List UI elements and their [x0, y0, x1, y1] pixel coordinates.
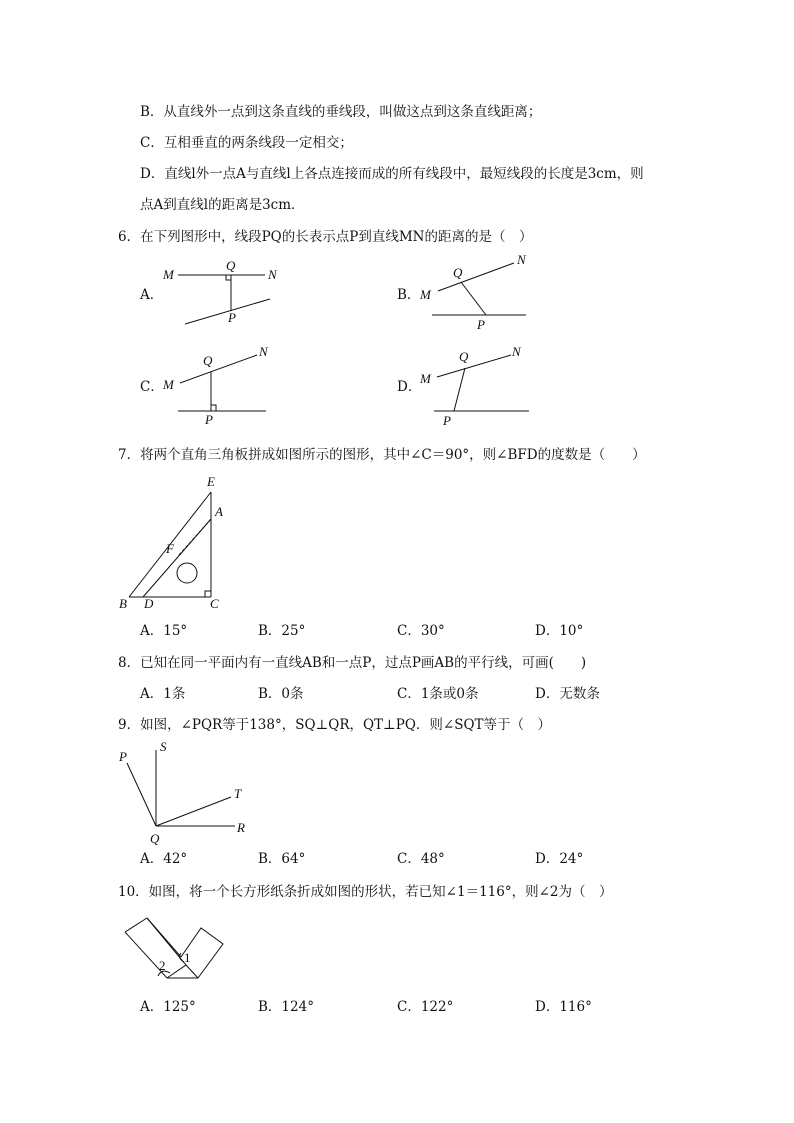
q6d-label-p: P	[443, 413, 451, 428]
q9-option-b: B．64°	[258, 851, 306, 867]
q10-angle-2-label: 2	[159, 958, 166, 973]
q6c-label-m: M	[163, 377, 174, 392]
q9-label-t: T	[234, 786, 242, 801]
q6b-label-p: P	[477, 317, 485, 332]
q7-option-a: A．15°	[140, 623, 188, 639]
q5-option-b: B．从直线外一点到这条直线的垂线段，叫做这点到这条直线距离；	[140, 104, 542, 120]
q8-option-a: A．1条	[140, 686, 186, 702]
q6d-label-m: M	[420, 371, 431, 386]
q6b-label-m: M	[420, 287, 431, 302]
q9-label-r: R	[237, 820, 245, 835]
q7-option-d: D．10°	[535, 623, 584, 639]
q6a-label-p: P	[228, 310, 236, 325]
q10-option-c: C．122°	[397, 999, 454, 1015]
q10-option-b: B．124°	[258, 999, 314, 1015]
q6a-label-m: M	[163, 267, 174, 282]
q9-option-a: A．42°	[140, 851, 188, 867]
q8-stem: 8．已知在同一平面内有一直线AB和一点P，过点P画AB的平行线，可画( )	[118, 655, 587, 671]
q9-label-p: P	[119, 749, 127, 764]
q10-angle-1-label: 1	[184, 950, 191, 965]
q7-label-c: C	[210, 596, 219, 611]
q10-option-d: D．116°	[535, 999, 592, 1015]
q7-stem: 7．将两个直角三角板拼成如图所示的图形，其中∠C＝90°，则∠BFD的度数是（ ）	[118, 447, 646, 463]
q5-option-c: C．互相垂直的两条线段一定相交；	[140, 135, 353, 151]
q6c-label-n: N	[259, 344, 268, 359]
q7-label-f: F	[166, 541, 174, 556]
q8-option-c: C．1条或0条	[397, 686, 479, 702]
q6-option-a: A．	[140, 287, 164, 303]
q6-option-b: B．	[397, 287, 421, 303]
q6-option-c: C．	[140, 379, 164, 395]
q7-label-b: B	[119, 596, 127, 611]
q9-stem: 9．如图，∠PQR等于138°，SQ⊥QR，QT⊥PQ．则∠SQT等于（ ）	[118, 717, 552, 733]
q7-label-e: E	[207, 474, 215, 489]
q7-option-c: C．30°	[397, 623, 445, 639]
q7-label-a: A	[215, 504, 223, 519]
q5-option-d-line2: 点A到直线l的距离是3cm．	[140, 197, 305, 213]
q9-option-d: D．24°	[535, 851, 584, 867]
q7-label-d: D	[144, 596, 154, 611]
q9-label-s: S	[160, 739, 167, 754]
q5-option-d-line1: D．直线l外一点A与直线l上各点连接而成的所有线段中，最短线段的长度是3cm，则	[140, 166, 644, 182]
q8-option-d: D．无数条	[535, 686, 600, 702]
q6d-label-n: N	[512, 344, 521, 359]
q6a-label-q: Q	[226, 258, 236, 273]
q9-option-c: C．48°	[397, 851, 445, 867]
q6b-label-q: Q	[453, 265, 463, 280]
q6a-label-n: N	[268, 267, 277, 282]
q6-option-d: D．	[397, 379, 422, 395]
q6-stem: 6．在下列图形中，线段PQ的长表示点P到直线MN的距离的是（ ）	[118, 229, 533, 245]
q6c-label-p: P	[205, 412, 213, 427]
q8-option-b: B．0条	[258, 686, 304, 702]
q10-stem: 10．如图，将一个长方形纸条折成如图的形状，若已知∠1＝116°，则∠2为（ ）	[118, 884, 613, 900]
q6c-label-q: Q	[203, 353, 213, 368]
q7-option-b: B．25°	[258, 623, 306, 639]
q6d-label-q: Q	[459, 349, 469, 364]
q10-option-a: A．125°	[140, 999, 196, 1015]
q9-label-q: Q	[150, 831, 160, 846]
q6b-label-n: N	[517, 252, 526, 267]
